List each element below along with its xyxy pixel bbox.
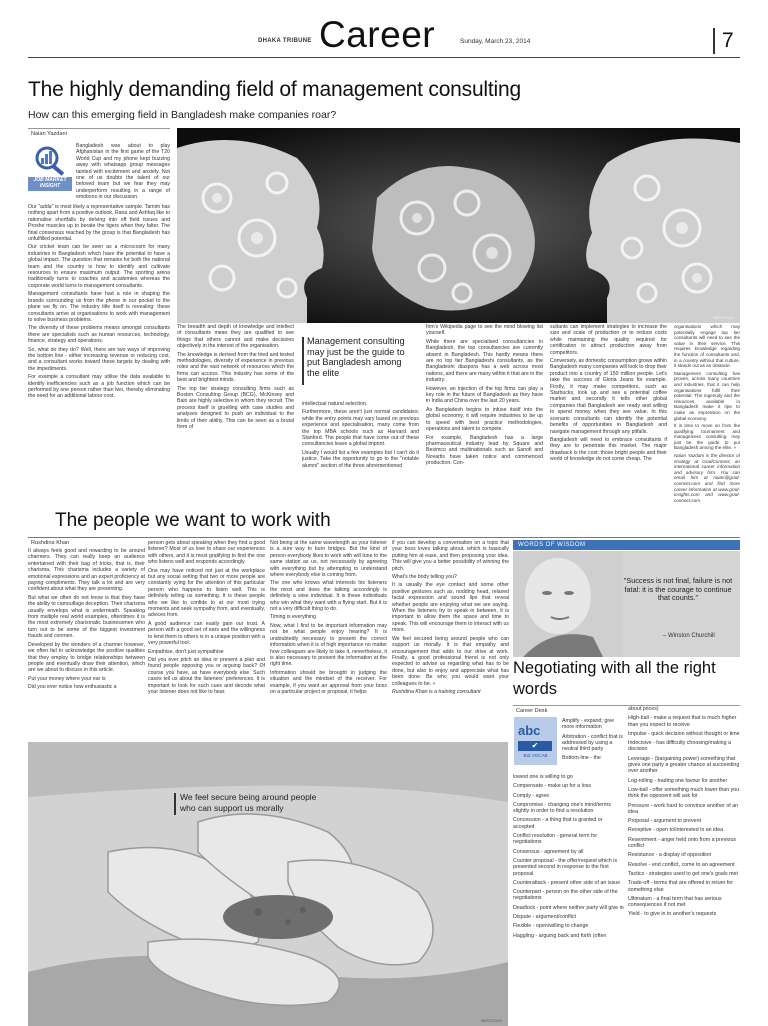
paragraph: Our cricket team can be seen as a microcosm for many industries in Bangladesh which have the potential to have a global impact. The question that remains for both the national team and the country is how to identify and cultivate resources to ensure maximum output. The sporting arena traditionally turns to coaches and academies whereas the corporate world turns to management consultants. bbox=[28, 244, 170, 289]
author-bio: Naian Yazdani is the director of strategy at GradConnect, an international career information and advisory firm. You can email him at naian@grad-connect.com and find more career information at www.grad-insights.com and www.grad-connect.com bbox=[674, 453, 740, 503]
glossary-term: Bottom-line - the bbox=[562, 755, 601, 762]
article2-byline: Rushdina Khan bbox=[31, 540, 70, 546]
glossary-term: about prices) bbox=[628, 706, 659, 712]
article3-left-col bbox=[513, 774, 625, 1024]
subheading: Put your money where your ear is bbox=[28, 675, 106, 682]
wisdom-label-bar bbox=[513, 540, 740, 550]
article2-pullquote: We feel secure being around people who can support us morally bbox=[180, 792, 317, 813]
checkmark-icon: ✔ bbox=[518, 741, 552, 751]
subheading: Empathise, don't just sympathise bbox=[148, 648, 224, 655]
paragraph: One may have noticed not just at the workplace but any social setting that two or more people are constantly vying for the attention of this particular person who happens to listen well. This is definitely telling us something. It is these people who we like to confide to at our most trying moments and seek sympathy from, and eventually, advices from. bbox=[148, 567, 265, 619]
masthead-rule bbox=[28, 57, 740, 58]
glossary-term: Resistance - a display of opposition bbox=[628, 852, 712, 859]
masthead-date: Sunday, March 23, 2014 bbox=[460, 38, 531, 45]
article1-pullquote: Management consulting may just be the guide to put Bangladesh among the elite bbox=[307, 336, 405, 378]
paragraph: Usually I would list a few examples but I can't do it justice. Take the opportunity to go to the "notable alumni" section of the three aforementioned bbox=[302, 449, 419, 469]
paragraph: For example a consultant may utilise the data available to identify inefficiencies such as a job function which can be performed by one person rather than two, thereby eliminating the need for an additional labour cost. bbox=[28, 374, 170, 400]
wisdom-attribution: – Winston Churchill bbox=[663, 633, 715, 639]
paragraph: person gets about speaking when they find a good listener? Most of us love to share our experiences with others, and it is most gratifying to find the one who listens well and responds accordingly. bbox=[148, 540, 265, 566]
glossary-term: Resentment - anger held onto from a previous conflict bbox=[628, 836, 737, 850]
section-title: Career bbox=[319, 14, 436, 55]
paragraph: Furthermore, these aren't just normal candidates; while the entry points may vary based on previous experience and specialisation, many come from the top MBA schools such as Harvard and Stanford. The people that have come out of these consultancies leave a global imprint. bbox=[302, 409, 419, 448]
article3-right-col bbox=[628, 706, 740, 1024]
glossary-term: Deadlock - point where neither party will give in bbox=[513, 904, 624, 911]
article1-col1-intro: Bangladesh was about to play Afghanistan in the first game of the T20 World Cup and my phone kept buzzing away with whatsapp group messages tainted with excitement and anxiety. Not one of us doubts the talent of our beloved team but we fear they may underperform resulting in a range of emotions in our discussion. bbox=[76, 143, 170, 201]
article1-col1 bbox=[28, 204, 170, 535]
paragraph: As Bangladesh begins to infuse itself into the global economy, it will require industries to be up to speed with best practice methodologies, operations and talent to compete. bbox=[426, 406, 543, 433]
article2-col2 bbox=[148, 540, 265, 710]
glossary-term: High-ball - make a request that is much higher than you expect to receive bbox=[628, 715, 737, 728]
glossary-term: Flexible - open/willing to change bbox=[513, 923, 589, 930]
paragraph: It is time to move on from the qualifying tournament and management consulting may just be the guide to put Bangladesh among the elite. » bbox=[674, 423, 740, 451]
job-market-badge bbox=[28, 143, 72, 191]
article1-headline: The highly demanding field of management consulting bbox=[28, 78, 521, 101]
paragraph: It is usually the eye contact and some other positive gestures such as, nodding head, relaxed facial expression and sound lips that reveal whether people are enjoying what we are saying. When the listeners try to speak in between, it is important to allow them the space and time to speak. This will encourage them to interact with us more. bbox=[392, 582, 509, 634]
article2-photo bbox=[28, 742, 508, 1026]
magnifier-icon bbox=[28, 143, 72, 177]
paragraph: Bangladesh will need to embrace consultants if they are to penetrate this market. The major drawback is the cost; those bright people and their world of knowledge do not come cheap. The bbox=[550, 436, 667, 463]
article1-byline-rule bbox=[28, 128, 170, 129]
glossary-term: Proposal - argument to prevent bbox=[628, 818, 702, 825]
pullquote-rule bbox=[302, 337, 304, 385]
glossary-term: lowest one is willing to go bbox=[513, 774, 573, 780]
paragraph: The diversity of these problems means amongst consultants there are specialists such as human resources, technology, finance, strategy and operations. bbox=[28, 325, 170, 345]
glossary-term: Trade-off - terms that are offered in return for something else bbox=[628, 880, 734, 893]
paragraph: Developed by the wonders of a charmer however, we often fail to acknowledge the positive qualities that they employ to bridge relationships between people and eventually draw their attention, which are we about to discuss in this article. bbox=[28, 641, 145, 674]
subheading: Timing is everything bbox=[270, 614, 316, 621]
article3-headline: Negotiating with all the right words bbox=[513, 659, 716, 698]
wisdom-box bbox=[513, 551, 740, 657]
paragraph: intellectual natural selection. bbox=[302, 401, 368, 407]
paragraph: Management consultants have had a role in shaping the brands surrounding us from the phone in our pocket to the plane we fly on. The industry title itself is revealing: these consultants arrive at organisations to work with management to solve business problems. bbox=[28, 291, 170, 323]
glossary-term: Tactics - strategies used to get one's goals met bbox=[628, 870, 738, 877]
glossary-term: Compromise - changing one's mind/terms slightly in order to find a resolution bbox=[513, 801, 611, 815]
biz-vocab-label: BIZ VOCAB bbox=[523, 753, 548, 758]
glossary-term: Dispute - argument/conflict bbox=[513, 914, 577, 921]
article2-col4 bbox=[392, 540, 509, 740]
paragraph: The breadth and depth of knowledge and intellect of consultants mean they are qualified to see things that others cannot and make decisions objectively in the interest of the organisation. bbox=[177, 324, 294, 350]
glossary-term: Log-rolling - trading one favour for another bbox=[628, 777, 728, 784]
biz-vocab-abc: abc bbox=[518, 723, 541, 738]
article2-col1 bbox=[28, 548, 145, 710]
masthead bbox=[0, 0, 768, 60]
paragraph: if you can develop a conversation on a topic that your boss loves talking about, which is basically putting him at ease, and then proposing your idea. This will give you a better possibility of winning the pitch. bbox=[392, 540, 509, 572]
article3-byline: Career Desk bbox=[516, 708, 548, 714]
paragraph: A good audience can easily gain our trust. A person with a good set of ears and the willingness to lend them to others is in a unique position with a very powerful tool. bbox=[148, 620, 265, 647]
article1-col6 bbox=[674, 324, 740, 533]
section-divider bbox=[28, 537, 740, 538]
article2-col3 bbox=[270, 540, 387, 710]
article1-col2 bbox=[177, 324, 294, 533]
glossary-term: Arbitration - conflict that is addressed by using a neutral third party bbox=[562, 733, 623, 753]
paragraph: So, what do they do? Well, there are two ways of improving the bottom line - either increasing revenue or reducing cost, and a consultant works toward these targets by dealing with the impediments. bbox=[28, 346, 170, 372]
article1-illustration bbox=[177, 128, 740, 323]
article1-col5 bbox=[550, 324, 667, 533]
paragraph: However, an injection of the top firms can play a key role in the future of Bangladesh as they have in India and China over the last 20 years. bbox=[426, 385, 543, 405]
glossary-term: Concession - a thing that is granted or accepted bbox=[513, 817, 603, 830]
article1-image-credit: BIGSTOCK bbox=[713, 315, 734, 320]
pullquote-rule bbox=[174, 793, 176, 815]
paragraph: Did you ever pitch an idea or present a plan and found people opposing you or arguing back? Of course you have, as have everybody else. Such cases tell us about the listeners' preferences. It is important to look for such cues and decode what your listener does not like to hear. bbox=[148, 656, 265, 695]
page-number: 7 bbox=[722, 29, 734, 52]
glossary-term: Low-ball - offer something much lower than you think the opponent will ask for bbox=[628, 786, 740, 800]
glossary-term: Resolve - end conflict, come to an agreement bbox=[628, 861, 735, 868]
glossary-term: Leverage - (bargaining power) something that gives one party a greater chance at succeeding over another bbox=[628, 755, 740, 775]
paragraph: It always feels good and rewarding to be around charmers. They can really keep an audience entertained with their bag of tricks, that is, their charisma. This charisma includes a variety of emotional expressions and an expert proficiency at paying compliments. They talk a lot and are very confident about what they are presenting. bbox=[28, 548, 145, 593]
glossary-term: Comply - agree bbox=[513, 792, 550, 799]
masthead-source: DHAKA TRIBUNE bbox=[258, 38, 312, 44]
paragraph: The knowledge is derived from the tried and tested methodologies, diversity of experience in previous roles and the vast network of resources which the firms can access. This industry has some of the best and brightest minds. bbox=[177, 351, 294, 384]
article1-byline: Naian Yazdani bbox=[31, 131, 67, 137]
page-number-bar bbox=[713, 28, 715, 54]
job-market-badge-text: JOB MARKET INSIGHT bbox=[33, 177, 67, 189]
paragraph: The top tier strategy consulting firms such as Boston Consulting Group (BCG), McKinsey and Bain are highly selective in whom they recruit. The process itself is gruelling with case studies and analyses designed to push an individual to the limits of their ability. This can be seen as a brutal form of bbox=[177, 385, 294, 431]
article3-intro bbox=[562, 718, 624, 772]
glossary-term: Compensate - make up for a loss bbox=[513, 783, 592, 790]
paragraph: We feel secured being around people who can support us morally. It is that empathy and encouragement that adds to our drive at work. Finally, a good professional friend is not only expected to advise us regarding what has to be done, but also to enjoy and appreciate what has been done. Be who you would want your colleagues to be. » bbox=[392, 635, 509, 687]
article2-image-credit: BIGSTOCK bbox=[481, 1018, 502, 1023]
paragraph: Our "adda" is most likely a representative sample. Tamim has nothing apart from a positive outlook, Rana and Ashfaq like to rationalise shortfalls by delving into off field issues and Proshe muscles up to berate the tigers when they falter. The final consensus reached by the group is that Bangladesh has unfulfilled potential. bbox=[28, 204, 170, 243]
article1-col4 bbox=[426, 324, 543, 533]
paragraph: The one who knows what interests his listeners the most and does the talking accordingly is definitely a wise individual. It is these individuals who win what they want with a flying start. But it is not a very difficult thing to do. bbox=[270, 580, 387, 613]
glossary-term: Consensus - agreement by all bbox=[513, 848, 584, 855]
glossary-term: Counter proposal - the offer/request which is presented second in response to the first proposal bbox=[513, 857, 618, 877]
paragraph: sultants can implement strategies to increase the size and scale of production or to reduce costs while maintaining the quality required for certification to attract production away from competitors. bbox=[550, 324, 667, 356]
hands-holding-soil-photo bbox=[28, 742, 508, 1026]
paragraph: Did you ever notice how enthusiastic a bbox=[28, 684, 117, 691]
paragraph: firm's Wikipedia page to see the mind blowing list yourself. bbox=[426, 324, 543, 337]
biz-vocab-badge bbox=[514, 717, 557, 765]
churchill-portrait bbox=[513, 551, 623, 657]
paragraph: While there are specialised consultancies in Bangladesh, the top consultancies are currently absent in Bangladesh. This hardly means there are no top tier Bangladeshi consultants, as the Bangladeshi diaspora has a web across most nations, and there are many within it that are in the industry. bbox=[426, 338, 543, 384]
subheading: What's the body telling you? bbox=[392, 574, 457, 581]
glossary-term: Amplify - expand; give more information bbox=[562, 718, 615, 731]
wisdom-label: WORDS OF WISDOM bbox=[518, 542, 586, 548]
glossary-term: Counterattack - present other side of an issue bbox=[513, 879, 621, 886]
glossary-term: Impulse - quick decision without thought or time bbox=[628, 730, 740, 737]
paragraph: For example, Bangladesh has a large pharmaceutical industry lead by Square and Beximco and multinationals such as Sanofi and Novartis have taken notice and commenced production. Con- bbox=[426, 434, 543, 467]
glossary-term: Pressure - work hard to convince another of an idea bbox=[628, 802, 739, 815]
paragraph: Not being at the same wavelength as your listener is a sure way to burn bridges. But the kind of person everybody likes to work with will tune to the same station as us, not necessarily by agreeing with everything but by attempting to understand where everybody else is coming from. bbox=[270, 540, 387, 579]
paragraph: Information should be brought in judging the situation and the mindset of the receiver. For example, if you want an approval from your boss on a particular project or proposal, it helps bbox=[270, 669, 387, 695]
article1-subhead: How can this emerging field in Bangladesh make companies roar? bbox=[28, 109, 337, 121]
wisdom-quote: "Success is not final, failure is not fatal: it is the courage to continue that counts." bbox=[623, 576, 733, 603]
author-bio: Rushdina Khan is a training consultant bbox=[392, 688, 481, 695]
heads-gears-illustration bbox=[177, 128, 740, 323]
article2-headline: The people we want to work with bbox=[55, 510, 331, 531]
glossary-term: Haggling - arguing back and forth (often bbox=[513, 932, 607, 939]
glossary-term: Indecisive - has difficulty choosing/making a decision bbox=[628, 740, 731, 753]
glossary-term: Receptive - open to/interested in an idea bbox=[628, 827, 724, 834]
glossary-term: Ultimatum - a final term that has serious consequences if not met bbox=[628, 895, 722, 909]
paragraph: organisations which may potentially engage top tier consultants will need to see the value in their service. This requires knowledge regarding the function of consultants and, in a country without that culture, it stands out as an obstacle. bbox=[674, 324, 740, 369]
paragraph: Management consulting has proven, across many countries and industries, that it can help organisations fulfil their potential. The ingenuity and the resources available in Bangladesh make it ripe to make an impression on the global economy. bbox=[674, 370, 740, 421]
glossary-term: Conflict resolution - general term for negotiations bbox=[513, 833, 598, 846]
glossary-term: Yield - to give in to another's requests bbox=[628, 911, 717, 918]
paragraph: Conversely, as domestic consumption grows within Bangladesh many companies will look to drop their product into a country of 150 million people. Let's take the success of Gloria Jeans for example. Firstly, it may make competitors, such as Starbucks, look up and see a potential coffee market and secondly it tells other global companies that Bangladesh are ready and willing to spend money when they see value. In this scenario consultants can identify the potential benefits of opportunities in Bangladesh and navigate management through any pitfalls. bbox=[550, 358, 667, 435]
paragraph: But what we often do not know is that they have the ability to camouflage deception. Their charisma usually envelops what is underneath. Speaking from multiple real world examples, oftentimes it is the most extremely charismatic businessmen who turn out to be some of the biggest investment frauds and conmen. bbox=[28, 594, 145, 640]
paragraph: Now, what I find to be important information may not be what people enjoy hearing? It is undoubtedly necessary to present the correct information when it is of high importance no matter how colleagues are likely to take it, nevertheless, it is also necessary to present the information at the right time. bbox=[270, 622, 387, 668]
glossary-term: Counterpart - person on the other side of the negotiations bbox=[513, 889, 618, 902]
